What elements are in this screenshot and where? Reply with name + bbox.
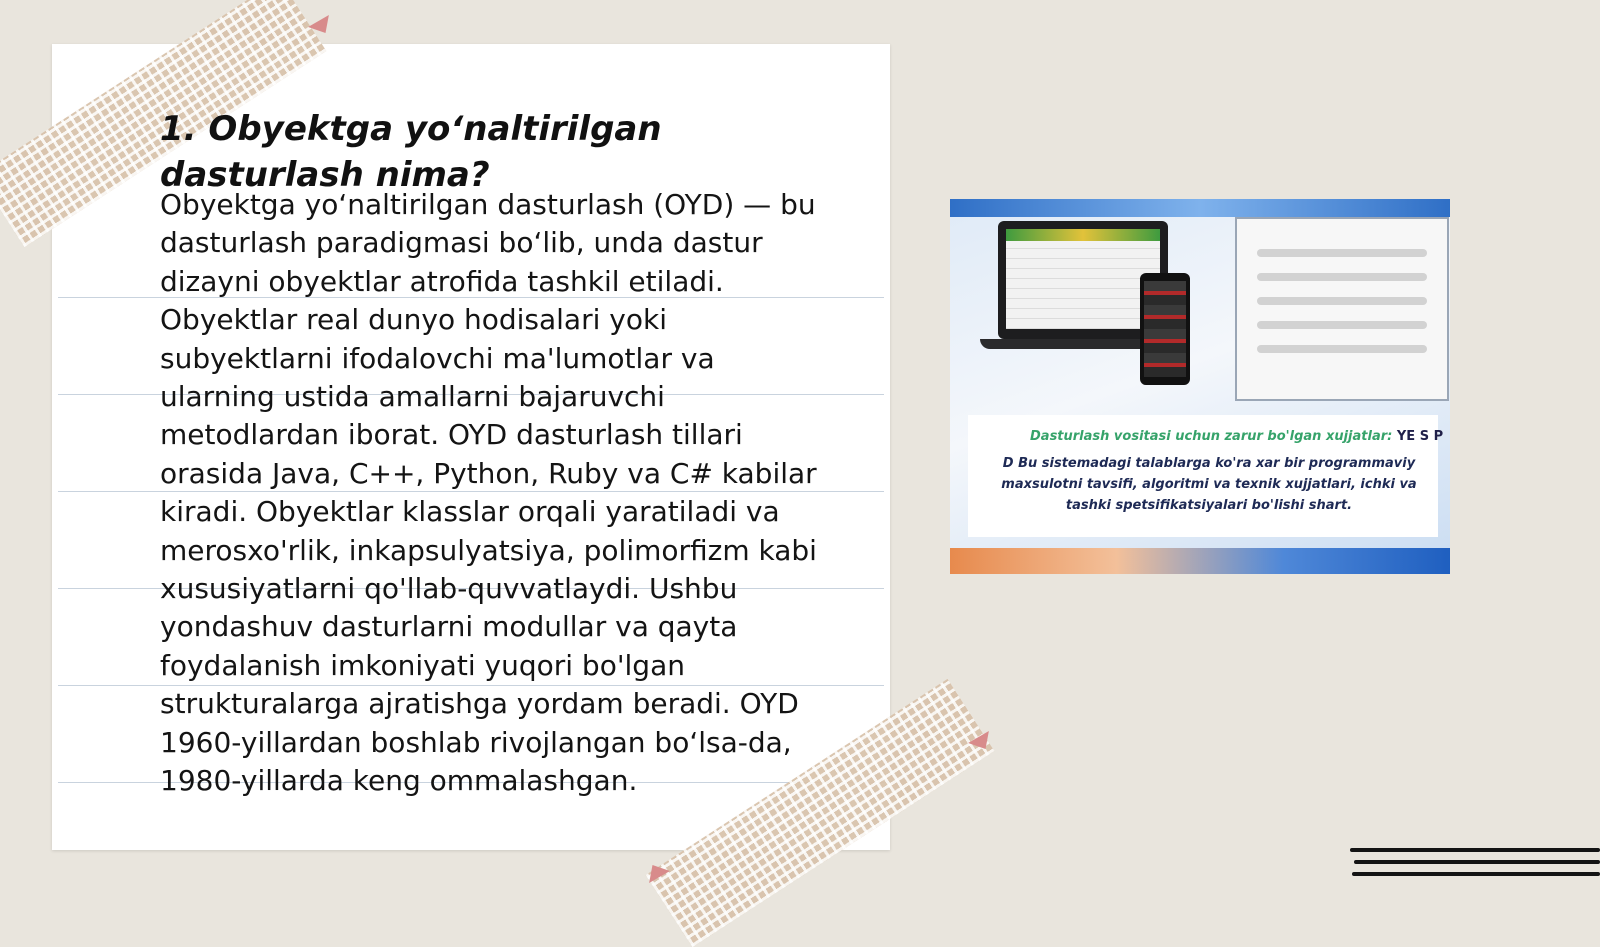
blurred-text-card — [1235, 217, 1449, 401]
figure-band-bottom — [950, 548, 1450, 574]
blurred-line — [1257, 345, 1427, 353]
tape-tip-icon — [308, 15, 336, 39]
phone-icon — [1140, 273, 1190, 385]
slide-title: 1. Obyektga yo‘naltirilgan dasturlash nima? — [160, 109, 662, 195]
blurred-line — [1257, 249, 1427, 257]
figure-caption-text: D Bu sistemadagi talablarga ko'ra xar bir programmaviy maxsulotni tavsifi, algoritmi va texnik xujjatlari, ichki va tashki spetsifikatsiyalari bo'lishi shart. — [1001, 456, 1417, 513]
caption-heading-main: Dasturlash vositasi uchun zarur bo'lgan xujjatlar: — [1030, 429, 1393, 444]
caption-heading-tail: YE S P — [1396, 429, 1444, 444]
laptop-screen — [1006, 229, 1160, 329]
figure-caption-heading — [1030, 429, 1444, 444]
blurred-line — [1257, 321, 1427, 329]
brush-stroke — [1354, 860, 1600, 864]
blurred-line — [1257, 273, 1427, 281]
phone-screen — [1144, 281, 1186, 377]
brush-stroke — [1350, 848, 1600, 852]
blurred-line — [1257, 297, 1427, 305]
decorative-strokes — [1350, 846, 1600, 886]
figure-caption-box — [968, 415, 1444, 537]
slide-body-text: Obyektga yo‘naltirilgan dasturlash (OYD) — bu dasturlash paradigmasi bo‘lib, unda dastur dizayni obyektlar atrofida tashkil etiladi. Obyektlar real dunyo hodisalari yoki subyektlarni ifodalovchi ma'lumotlar va ularning ustida amallarni bajaruvchi metodlardan iborat. OYD dasturlash tillari orasida Java, C++, Python, Ruby va C# kabilar kiradi. Obyektlar klasslar orqali yaratiladi va merosxo'rlik, inkapsulyatsiya, polimorfizm kabi xususiyatlarni qo'llab-quvvatlaydi. Ushbu yondashuv dasturlarni modullar va qayta foydalanish imkoniyati yuqori bo'lgan strukturalarga ajratishga yordam beradi. OYD 1960-yillardan boshlab rivojlangan bo‘lsa-da, 1980-yillarda keng ommalashgan. — [160, 188, 817, 798]
figure-band-top — [950, 199, 1450, 217]
slide-figure — [950, 199, 1450, 574]
brush-stroke — [1352, 872, 1600, 876]
